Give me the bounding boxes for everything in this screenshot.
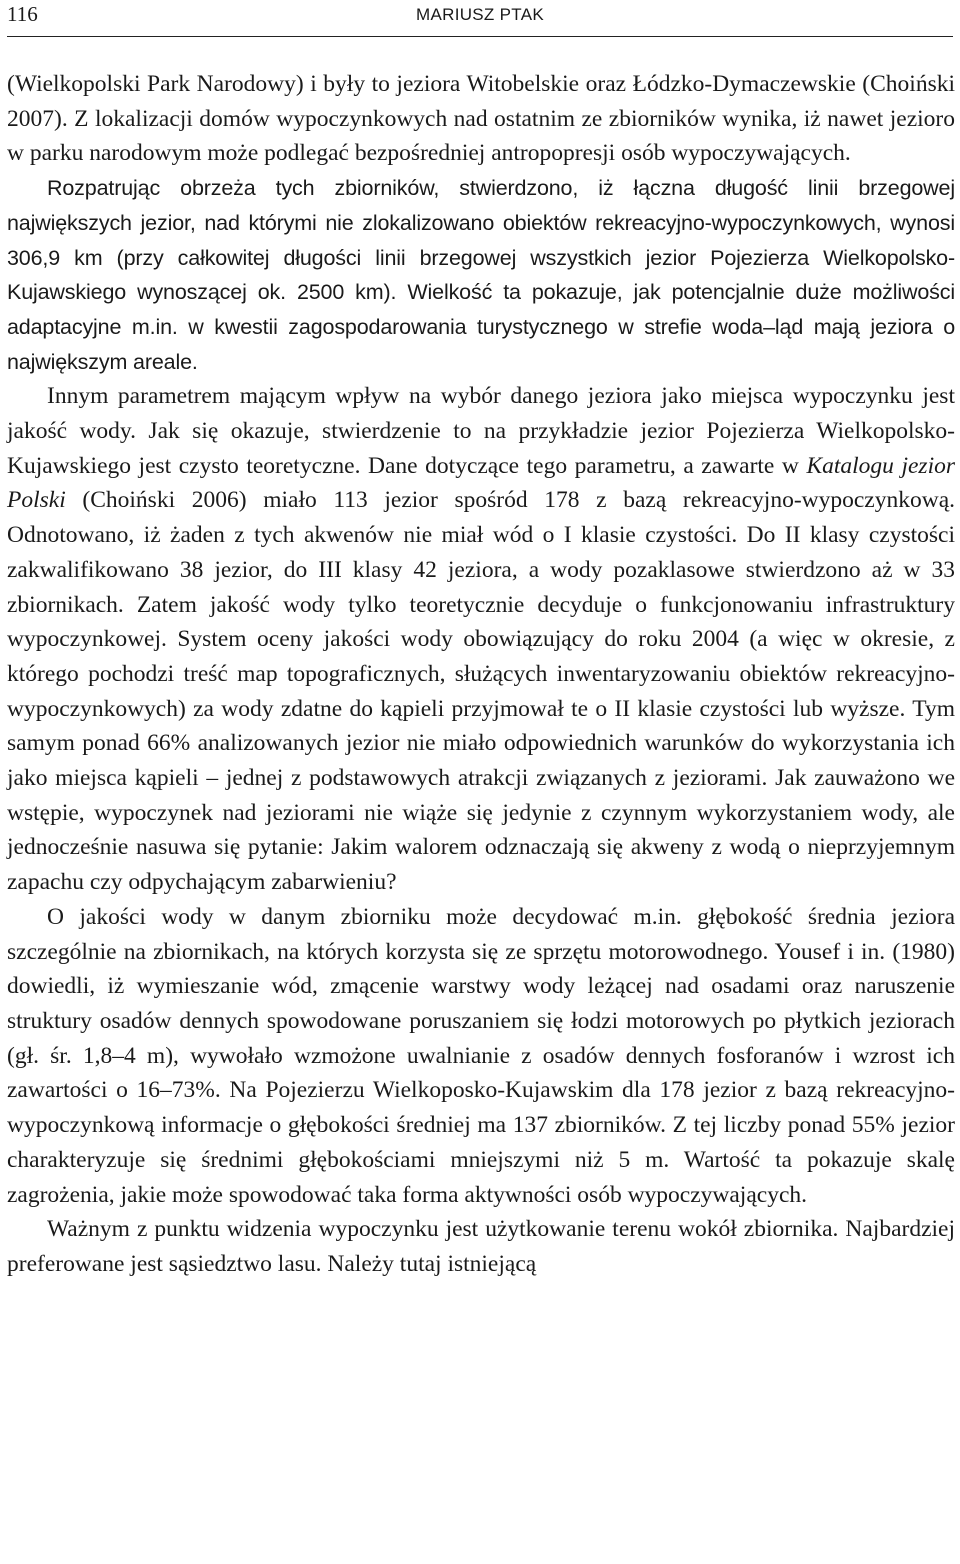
paragraph-text: Rozpatrując obrzeża tych zbiorników, stwierdzono, iż łączna długość linii brzegowej największych jezior, nad którymi nie zlokalizowano obiektów rekreacyjno-wypoczynkowych, wynosi 306,9 km (przy całkowitej długości linii brzegowej wszystkich jezior Pojezierza Wielkopolsko-Kujawskiego wynoszącej ok. 2500 km). Wielkość ta pokazuje, jak potencjalnie duże możliwości adaptacyjne m.in. w kwestii zagospodarowania turystycznego w strefie woda–ląd mają jeziora o największym areale. <box>7 176 955 374</box>
paragraph <box>7 67 955 171</box>
paragraph-text: (Choiński 2006) miało 113 jezior spośród 178 z bazą rekreacyjno-wypoczynkową. Odnotowano, iż żaden z tych akwenów nie miał wód o I klasie czystości. Do II klasy czystości zakwalifikowano 38 jezior, do III klasy 42 jeziora, a wody pozaklasowe stwierdzono aż w 33 zbiornikach. Zatem jakość wody tylko teoretycznie decyduje o funkcjonowaniu infrastruktury wypoczynkowej. System oceny jakości wody obowiązujący do roku 2004 (a więc w okresie, z którego pochodzi treść map topograficznych, służących inwentaryzowaniu obiektów rekreacyjno-wypoczynkowych) za wody zdatne do kąpieli przyjmował te o II klasie czystości lub wyższe. Tym samym ponad 66% analizowanych jezior nie miało odpowiednich warunków do wykorzystania ich jako miejsca kąpieli – jednej z podstawowych atrakcji związanych z jeziorami. Jak zauważono we wstępie, wypoczynek nad jeziorami nie wiąże się jedynie z czynnym wykorzystaniem wody, ale jednocześnie nasuwa się pytanie: Jakim walorem odznaczają się akweny z wodą o nieprzyjemnym zapachu czy odpychającym zabarwieniu? <box>7 487 955 896</box>
paragraph <box>7 1212 955 1281</box>
paragraph-text: (Wielkopolski Park Narodowy) i były to jeziora Witobelskie oraz Łódzko-Dymaczewskie (Choiński 2007). Z lokalizacji domów wypoczynkowych nad ostatnim ze zbiorników wynika, iż nawet jezioro w parku narodowym może podlegać bezpośredniej antropopresji osób wypoczywających. <box>7 71 955 167</box>
cited-title: Katalogu jezior Polski <box>7 452 955 514</box>
page-number: 116 <box>7 2 38 26</box>
paragraph-text: Ważnym z punktu widzenia wypoczynku jest użytkowanie terenu wokół zbiornika. Najbardziej preferowane jest sąsiedztwo lasu. Należy tutaj istniejącą <box>7 1216 955 1277</box>
paragraph <box>7 900 955 1212</box>
paragraph <box>7 379 955 900</box>
page-header <box>7 0 953 37</box>
paragraph <box>7 171 955 379</box>
paragraph-text: Innym parametrem mającym wpływ na wybór danego jeziora jako miejsca wypoczynku jest jakość wody. Jak się okazuje, stwierdzenie to na przykładzie jezior Pojezierza Wielkopolsko-Kujawskiego jest czysto teoretyczne. Dane dotyczące tego parametru, a zawarte w <box>7 383 955 479</box>
running-head: MARIUSZ PTAK <box>416 5 544 24</box>
paragraph-text: O jakości wody w danym zbiorniku może decydować m.in. głębokość średnia jeziora szczególnie na zbiornikach, na których korzysta się ze sprzętu motorowodnego. Yousef i in. (1980) dowiedli, iż wymieszanie wód, zmącenie warstwy wody leżącej nad osadami oraz naruszenie struktury osadów dennych spowodowane poruszaniem się łodzi motorowych po płytkich jeziorach (gł. śr. 1,8–4 m), wywołało wzmożone uwalnianie z osadów dennych fosforanów i wzrost ich zawartości o 16–73%. Na Pojezierzu Wielkoposko-Kujawskim dla 178 jezior z bazą rekreacyjno-wypoczynkową informacje o głębokości średniej ma 137 zbiorników. Z tej liczby ponad 55% jezior charakteryzuje się średnimi głębokościami mniejszymi niż 5 m. Wartość ta pokazuje skalę zagrożenia, jakie może spowodować taka forma aktywności osób wypoczywających. <box>7 903 955 1208</box>
body-text <box>7 67 955 1282</box>
